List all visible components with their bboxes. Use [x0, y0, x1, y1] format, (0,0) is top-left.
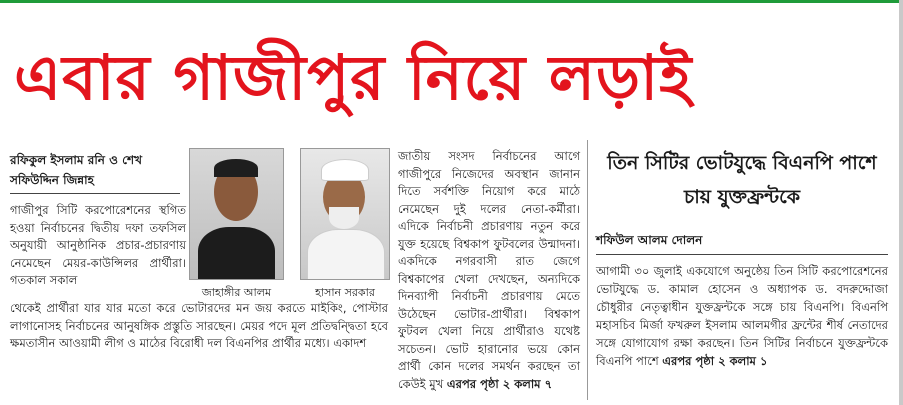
photo1-caption: জাহাঙ্গীর আলম	[201, 286, 272, 299]
side-story-headline: তিন সিটির ভোটযুদ্ধে বিএনপি পাশে চায় যুক্তফ্রন্টকে	[607, 152, 877, 208]
main-story-column2	[398, 148, 580, 393]
top-accent-rule	[0, 0, 903, 3]
column-divider	[587, 140, 588, 400]
photo1-body	[198, 227, 275, 280]
side-story-body	[596, 262, 888, 370]
side-story-jump-link[interactable]: এরপর পৃষ্ঠা ২ কলাম ১	[662, 354, 768, 368]
main-byline: রফিকুল ইসলাম রনি ও শেখ সফিউদ্দিন জিন্নাহ	[10, 153, 142, 187]
right-edge-rule	[899, 0, 903, 405]
photo2-cap	[321, 159, 369, 181]
photo2-caption: হাসান সরকার	[315, 286, 375, 299]
side-byline-divider	[596, 254, 888, 255]
main-headline: এবার গাজীপুর নিয়ে লড়াই	[14, 41, 693, 114]
main-story-column2-text: জাতীয় সংসদ নির্বাচনের আগে গাজীপুরে নিজেদের অবস্থান জানান দিতে সর্বশক্তি নিয়োগ করে মাঠে নেমেছেন দুই দলের নেতা-কর্মীরা। এদিকে নির্বাচনী প্রচারণায় নতুন করে যুক্ত হয়েছে বিশ্বকাপ ফুটবলের উন্মাদনা। একদিকে নগরবাসী রাত জেগে বিশ্বকাপের খেলা দেখছেন, অন্যদিকে দিনব্যাপী নির্বাচনী প্রচারণায় মেতে উঠেছেন ভোটার-প্রার্থীরা। বিশ্বকাপ ফুটবল খেলা নিয়ে প্রার্থীরাও যথেষ্ট সচেতন। ভোট হারানোর ভয়ে কোন প্রার্থী কোন দলের সমর্থন করছেন তা কেউই মুখ	[398, 149, 580, 391]
main-story-jump-link[interactable]: এরপর পৃষ্ঠা ২ কলাম ৭	[446, 376, 553, 391]
side-story-byline: শফিউল আলম দোলন	[596, 233, 703, 247]
photo2-beard	[329, 207, 359, 229]
main-story-column1-bottom: থেকেই প্রার্থীরা যার যার মতো করে ভোটারদের মন জয় করতে মাইকিং, পোস্টার লাগানোসহ নির্বাচনের আনুষঙ্গিক প্রস্তুতি সারছেন। মেয়র পদে মূল প্রতিদ্বন্দ্বিতা হবে ক্ষমতাসীন আওয়ামী লীগ ও মাঠের বিরোধী দল বিএনপির প্রার্থীর মধ্যে। একাদশ	[10, 301, 388, 350]
photo-hasan-sarkar	[300, 148, 390, 280]
main-story-column1-top: গাজীপুর সিটি করপোরেশনের স্থগিত হওয়া নির্বাচনের দ্বিতীয় দফা তফসিল অনুযায়ী আনুষ্ঠানিক প্রচার-প্রচারণায় নেমেছেন মেয়র-কাউন্সিলর প্রার্থীরা। গতকাল সকাল	[10, 203, 186, 287]
photo1-hair	[214, 159, 258, 177]
byline-divider	[10, 193, 180, 194]
photo-jahangir-alam	[189, 148, 284, 280]
side-story-text: আগামী ৩০ জুলাই একযোগে অনুষ্ঠেয় তিন সিটি করপোরেশনের ভোটযুদ্ধে ড. কামাল হোসেন ও অধ্যাপক ড. বদরুদ্দোজা চৌধুরীর নেতৃত্বাধীন যুক্তফ্রন্টকে সঙ্গে চায় বিএনপি। বিএনপি মহাসচিব মির্জা ফখরুল ইসলাম আলমগীর ফ্রন্টের শীর্ষ নেতাদের সঙ্গে যোগাযোগ রক্ষা করছেন। তিন সিটির নির্বাচনে যুক্তফ্রন্টকে বিএনপি পাশে	[596, 264, 888, 368]
photo2-body	[307, 229, 385, 280]
